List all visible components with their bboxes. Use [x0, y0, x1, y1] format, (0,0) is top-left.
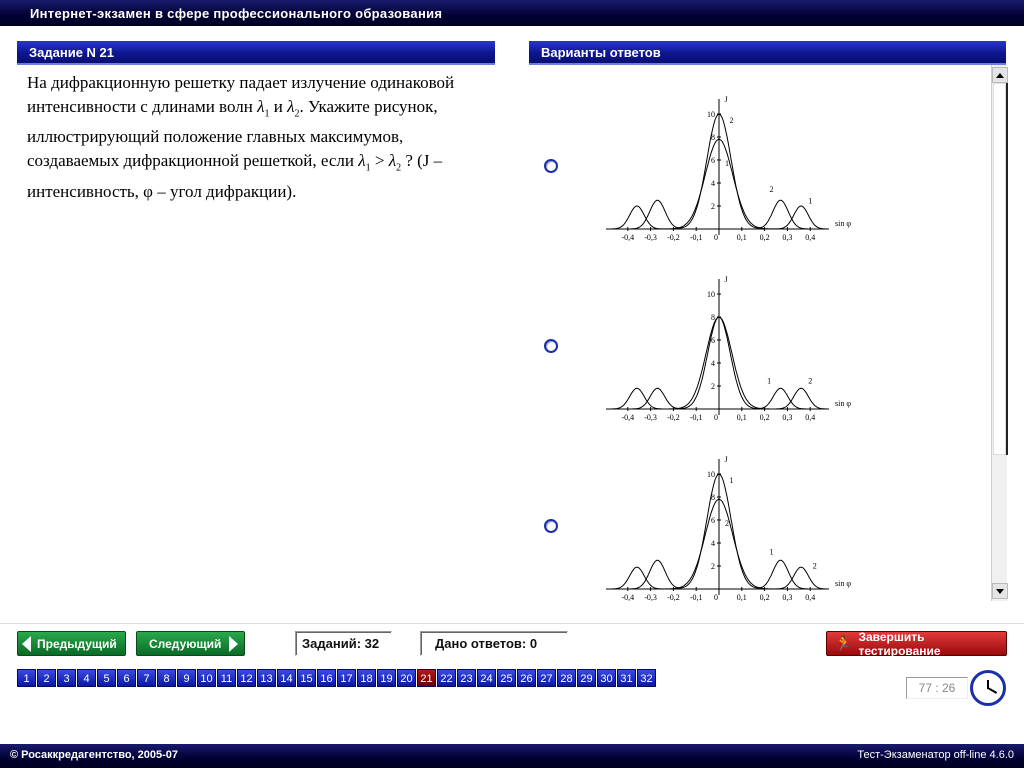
y-tick-label: 6 — [711, 336, 715, 345]
app-title: Интернет-экзамен в сфере профессионального образования — [30, 6, 443, 21]
x-tick-label: 0,3 — [782, 413, 793, 422]
y-axis-label: J — [724, 95, 728, 104]
answer-option-3[interactable] — [529, 451, 991, 601]
curve-label-side-near: 2 — [769, 185, 774, 195]
version-text: Тест-Экзаменатор off-line 4.6.0 — [857, 749, 1014, 761]
question-number-14[interactable]: 14 — [277, 669, 296, 687]
curve-label-side-near: 1 — [769, 547, 774, 557]
arrow-right-icon — [229, 636, 238, 652]
question-number-21[interactable]: 21 — [417, 669, 436, 687]
question-number-1[interactable]: 1 — [17, 669, 36, 687]
x-tick-label: 0,4 — [805, 413, 816, 422]
x-tick-label: 0,1 — [736, 413, 747, 422]
answers-panel — [529, 65, 1007, 601]
question-number-23[interactable]: 23 — [457, 669, 476, 687]
question-number-5[interactable]: 5 — [97, 669, 116, 687]
y-axis-label: J — [724, 275, 728, 284]
x-axis-label: sin φ — [835, 219, 851, 228]
question-text-part: . Укажите рисунок, иллюстрирующий положение главных максимумов, создаваемых дифракционной решеткой, если — [27, 96, 438, 170]
answers-header — [529, 41, 1006, 65]
x-tick-label: -0,1 — [689, 413, 703, 422]
curve-label-central-inner: 2 — [724, 518, 729, 528]
x-tick-label: 0,1 — [736, 233, 747, 242]
question-number-16[interactable]: 16 — [317, 669, 336, 687]
x-tick-label: -0,4 — [621, 413, 635, 422]
question-number-18[interactable]: 18 — [357, 669, 376, 687]
y-tick-label: 4 — [711, 359, 715, 368]
scroll-down-arrow-icon[interactable] — [992, 583, 1008, 599]
lambda-2: $\lambda_2$ — [388, 150, 402, 174]
question-number-11[interactable]: 11 — [217, 669, 236, 687]
curve-label-side-far: 2 — [812, 561, 817, 571]
y-tick-label: 2 — [711, 202, 715, 211]
x-tick-label: 0 — [714, 593, 718, 602]
question-text-part: На дифракционную решетку падает излучение одинаковой интенсивности с длинами волн — [27, 73, 455, 116]
clock-icon — [970, 670, 1006, 706]
question-number-3[interactable]: 3 — [57, 669, 76, 687]
x-tick-label: 0,1 — [736, 593, 747, 602]
question-number-2[interactable]: 2 — [37, 669, 56, 687]
x-tick-label: -0,1 — [689, 593, 703, 602]
x-tick-label: -0,2 — [667, 413, 680, 422]
previous-button-label: Предыдущий — [37, 636, 117, 651]
question-number-30[interactable]: 30 — [597, 669, 616, 687]
question-number-25[interactable]: 25 — [497, 669, 516, 687]
curve-label-side-far: 2 — [808, 376, 813, 386]
curve-label-side-near: 1 — [767, 376, 772, 386]
question-number-13[interactable]: 13 — [257, 669, 276, 687]
x-tick-label: 0 — [714, 413, 718, 422]
x-axis-label: sin φ — [835, 399, 851, 408]
x-axis-label: sin φ — [835, 579, 851, 588]
question-number-32[interactable]: 32 — [637, 669, 656, 687]
timer-display: 77 : 26 — [906, 677, 968, 699]
question-number-22[interactable]: 22 — [437, 669, 456, 687]
previous-button[interactable] — [17, 631, 126, 656]
answer-option-2[interactable] — [529, 271, 991, 451]
answer-option-1[interactable] — [529, 91, 991, 271]
x-tick-label: -0,4 — [621, 233, 635, 242]
question-text-part: > — [370, 150, 389, 170]
x-tick-label: -0,3 — [644, 233, 657, 242]
y-tick-label: 6 — [711, 156, 715, 165]
x-tick-label: 0 — [714, 233, 718, 242]
question-number-6[interactable]: 6 — [117, 669, 136, 687]
diffraction-graph-option-1 — [571, 91, 991, 246]
x-tick-label: 0,2 — [759, 593, 770, 602]
x-tick-label: 0,3 — [782, 593, 793, 602]
finish-test-button[interactable] — [826, 631, 1007, 656]
y-tick-label: 4 — [711, 539, 715, 548]
x-tick-label: 0,4 — [805, 593, 816, 602]
lambda-2: $\lambda_2$ — [287, 96, 300, 119]
x-tick-label: -0,2 — [667, 593, 680, 602]
task-title: Задание N 21 — [29, 45, 115, 60]
copyright-text: © Росаккредагентство, 2005-07 — [10, 749, 179, 761]
task-panel — [17, 65, 495, 601]
question-text-part: ? (J – интенсивность, φ – угол дифракции). — [27, 150, 443, 201]
y-axis-label: J — [724, 455, 728, 464]
y-tick-label: 2 — [711, 562, 715, 571]
y-tick-label: 6 — [711, 516, 715, 525]
y-tick-label: 10 — [707, 470, 715, 479]
x-tick-label: -0,3 — [644, 593, 657, 602]
radio-button-option-2[interactable] — [544, 339, 558, 353]
question-number-27[interactable]: 27 — [537, 669, 556, 687]
question-number-20[interactable]: 20 — [397, 669, 416, 687]
question-number-29[interactable]: 29 — [577, 669, 596, 687]
x-tick-label: -0,1 — [689, 233, 703, 242]
question-number-12[interactable]: 12 — [237, 669, 256, 687]
x-tick-label: 0,2 — [759, 413, 770, 422]
task-header — [17, 41, 495, 65]
answers-given-count: Дано ответов: 0 — [420, 631, 568, 656]
question-number-10[interactable]: 10 — [197, 669, 216, 687]
y-tick-label: 10 — [707, 290, 715, 299]
question-number-9[interactable]: 9 — [177, 669, 196, 687]
x-tick-label: 0,4 — [805, 233, 816, 242]
answers-title: Варианты ответов — [541, 45, 661, 60]
lambda-1: $\lambda_1$ — [257, 96, 270, 119]
app-title-bar — [0, 0, 1024, 26]
radio-button-option-1[interactable] — [544, 159, 558, 173]
y-tick-label: 4 — [711, 179, 715, 188]
question-number-28[interactable]: 28 — [557, 669, 576, 687]
question-number-7[interactable]: 7 — [137, 669, 156, 687]
scroll-up-arrow-icon[interactable] — [992, 67, 1008, 83]
status-bar — [0, 744, 1024, 768]
question-number-26[interactable]: 26 — [517, 669, 536, 687]
next-button[interactable] — [136, 631, 245, 656]
diffraction-graph-option-2 — [571, 271, 991, 426]
curve-label-central-outer: 2 — [729, 116, 734, 126]
x-tick-label: 0,2 — [759, 233, 770, 242]
answers-scrollbar[interactable] — [991, 65, 1007, 601]
y-tick-label: 10 — [707, 110, 715, 119]
x-tick-label: -0,2 — [667, 233, 680, 242]
arrow-left-icon — [22, 636, 31, 652]
question-number-31[interactable]: 31 — [617, 669, 636, 687]
y-tick-label: 8 — [711, 313, 715, 322]
lambda-1: $\lambda_1$ — [358, 150, 371, 174]
question-number-list — [17, 669, 657, 687]
question-text — [27, 71, 487, 203]
question-number-15[interactable]: 15 — [297, 669, 316, 687]
radio-button-option-3[interactable] — [544, 519, 558, 533]
next-button-label: Следующий — [149, 636, 222, 651]
question-number-17[interactable]: 17 — [337, 669, 356, 687]
question-number-4[interactable]: 4 — [77, 669, 96, 687]
curve-label-central-outer: 1 — [729, 476, 734, 486]
scroll-thumb[interactable] — [993, 83, 1006, 455]
curve-label-central-inner: 1 — [724, 158, 729, 168]
curve-label-side-far: 1 — [808, 196, 813, 206]
y-tick-label: 2 — [711, 382, 715, 391]
question-number-19[interactable]: 19 — [377, 669, 396, 687]
tasks-count: Заданий: 32 — [295, 631, 392, 656]
diffraction-graph-option-3 — [571, 451, 991, 601]
x-tick-label: -0,3 — [644, 413, 657, 422]
finish-test-label: Завершить тестирование — [858, 629, 941, 658]
x-tick-label: -0,4 — [621, 593, 635, 602]
question-number-24[interactable]: 24 — [477, 669, 496, 687]
y-tick-label: 8 — [711, 133, 715, 142]
x-tick-label: 0,3 — [782, 233, 793, 242]
question-text-part: и — [269, 96, 288, 116]
y-tick-label: 8 — [711, 493, 715, 502]
running-man-icon: 🏃 — [835, 635, 853, 651]
question-number-8[interactable]: 8 — [157, 669, 176, 687]
